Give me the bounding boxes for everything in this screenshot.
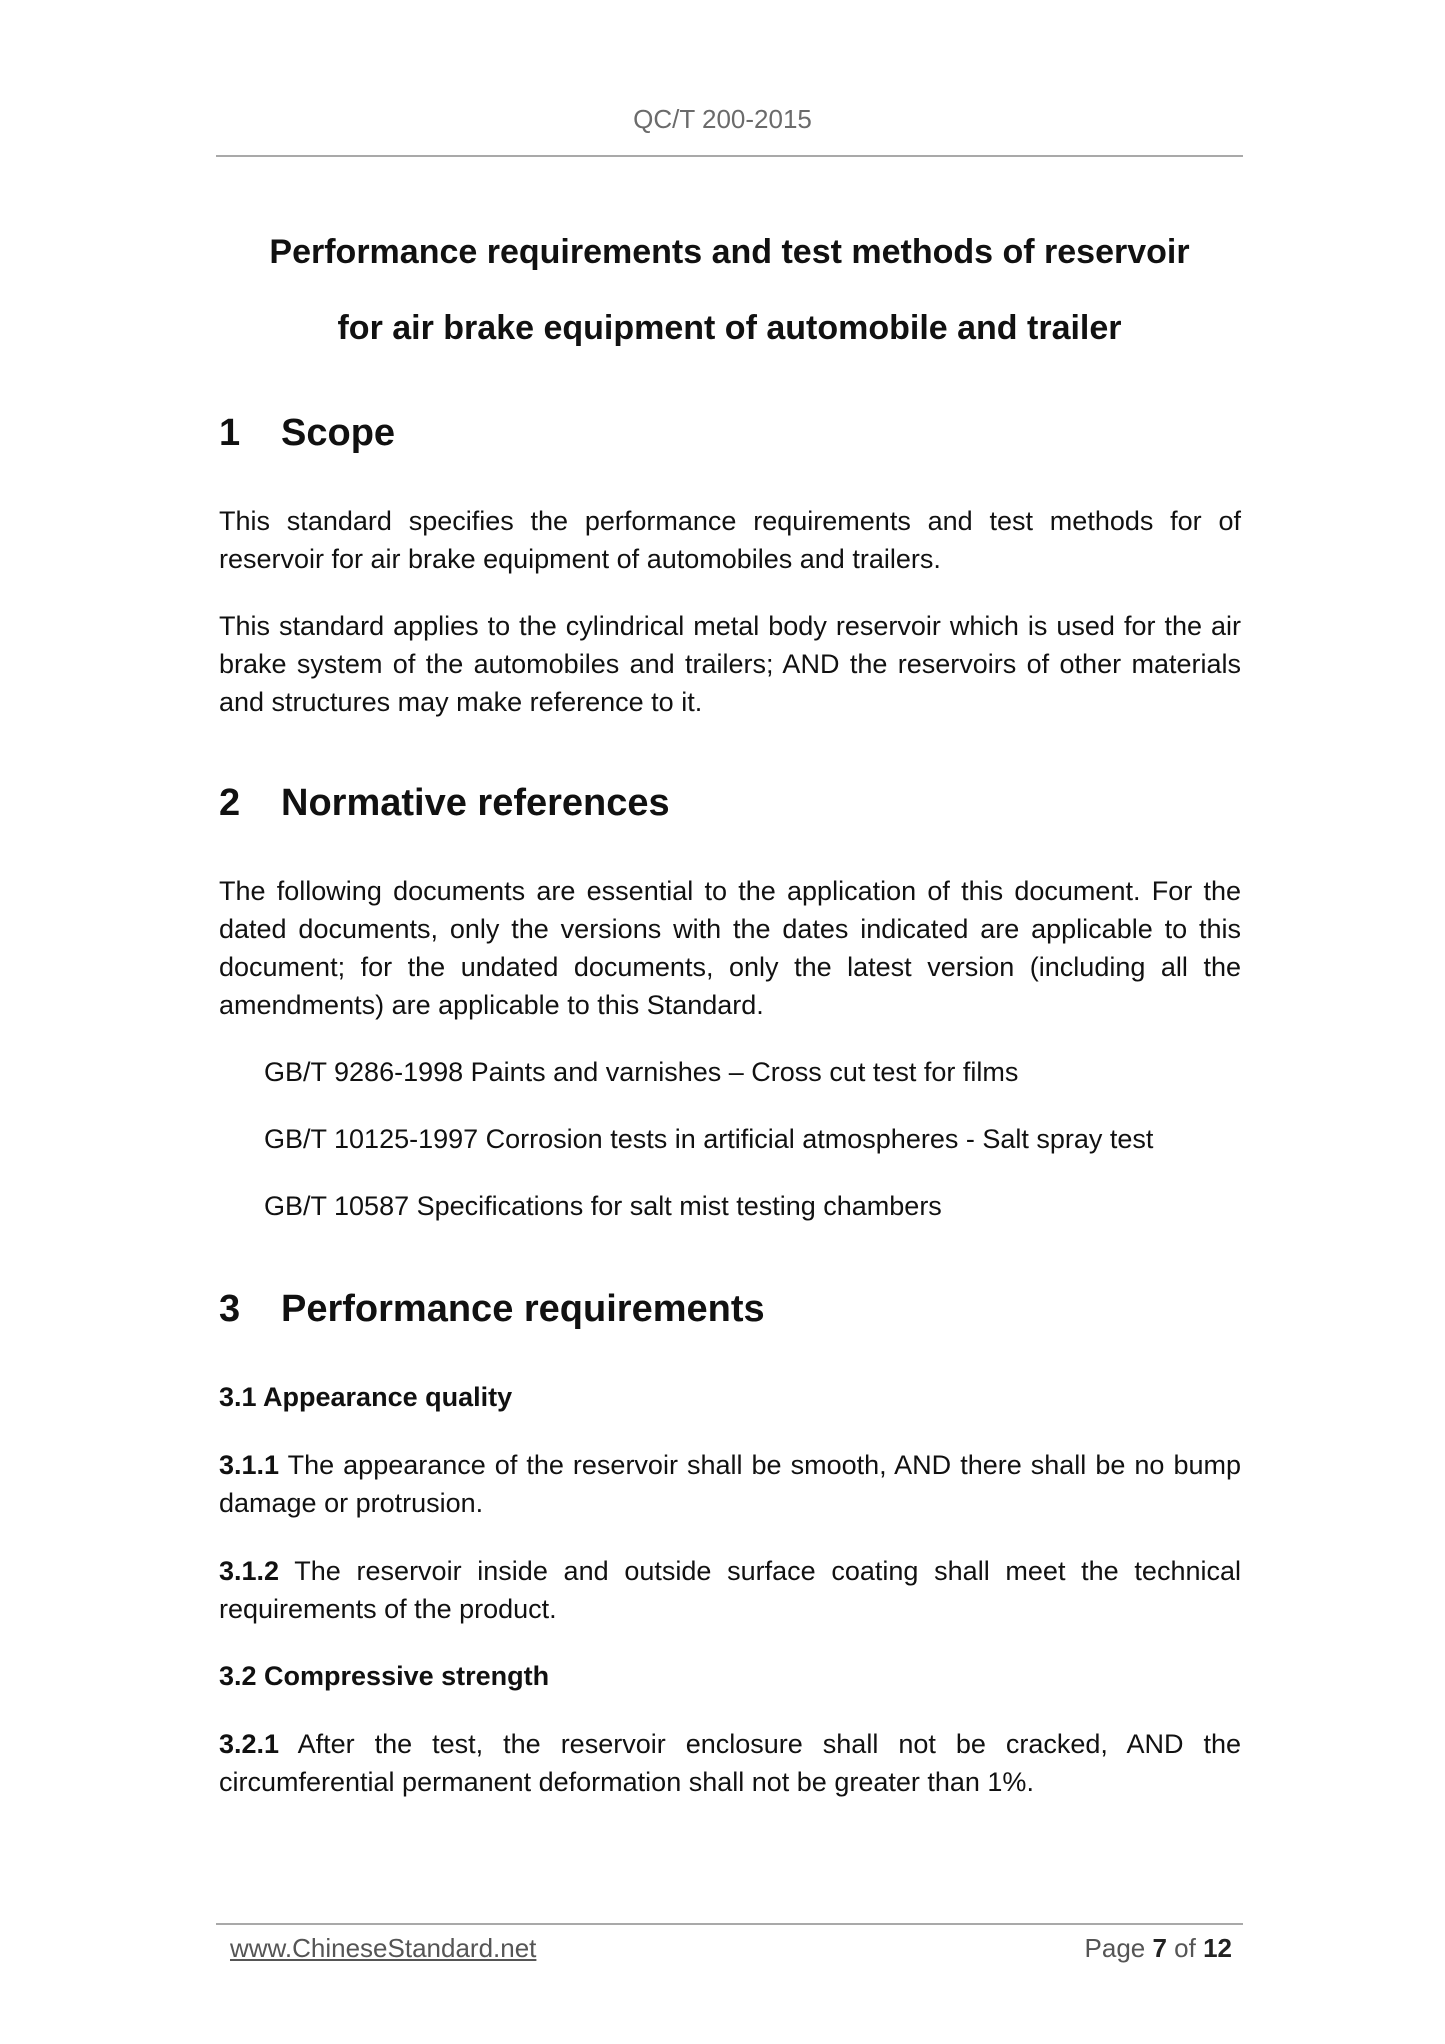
document-title-line-2: for air brake equipment of automobile and trailer — [337, 309, 1122, 347]
reference-item: GB/T 10587 Specifications for salt mist testing chambers — [264, 1191, 942, 1221]
header-divider — [216, 155, 1243, 157]
normative-paragraph: The following documents are essential to the application of this document. For the dated documents, only the versions with the dates indicated are applicable to this document; for the undated documents, only the latest version (including all the amendments) are applicable to this Standard. — [219, 876, 1241, 1020]
section-heading-scope — [219, 410, 395, 456]
clause-text: The appearance of the reservoir shall be smooth, AND there shall be no bump damage or protrusion. — [219, 1450, 1241, 1518]
page-prefix: Page — [1084, 1933, 1153, 1963]
footer-website-link[interactable]: www.ChineseStandard.net — [230, 1933, 537, 1963]
page-total: 12 — [1203, 1933, 1232, 1963]
clause-text: After the test, the reservoir enclosure shall not be cracked, AND the circumferential permanent deformation shall not be greater than 1%. — [219, 1729, 1241, 1797]
clause-number: 3.1.2 — [219, 1556, 280, 1586]
section-title: Normative references — [281, 782, 670, 824]
footer-divider — [216, 1923, 1243, 1925]
reference-item: GB/T 10125-1997 Corrosion tests in artificial atmospheres - Salt spray test — [264, 1124, 1154, 1154]
reference-item: GB/T 9286-1998 Paints and varnishes – Cross cut test for films — [264, 1057, 1019, 1087]
clause-number: 3.1.1 — [219, 1450, 280, 1480]
scope-paragraph-2: This standard applies to the cylindrical metal body reservoir which is used for the air brake system of the automobiles and trailers; AND the reservoirs of other materials and structures may make reference to it. — [219, 611, 1241, 717]
subsection-heading-appearance-quality: 3.1 Appearance quality — [219, 1382, 513, 1412]
section-number: 3 — [219, 1288, 241, 1330]
document-title-line-1: Performance requirements and test methods of reservoir — [269, 233, 1190, 271]
document-code-header: QC/T 200-2015 — [633, 104, 812, 134]
section-heading-normative-references — [219, 780, 670, 826]
scope-paragraph-1: This standard specifies the performance requirements and test methods for of reservoir for air brake equipment of automobiles and trailers. — [219, 506, 1241, 574]
clause-number: 3.2.1 — [219, 1729, 280, 1759]
clause-3-1-2 — [219, 1552, 1241, 1628]
clause-3-1-1 — [219, 1446, 1241, 1522]
section-number: 1 — [219, 412, 241, 454]
document-title — [216, 214, 1243, 366]
section-heading-performance-requirements — [219, 1286, 765, 1332]
section-number: 2 — [219, 782, 241, 824]
section-title: Performance requirements — [281, 1288, 765, 1330]
page-current: 7 — [1152, 1933, 1167, 1963]
section-title: Scope — [281, 412, 396, 454]
subsection-heading-compressive-strength: 3.2 Compressive strength — [219, 1661, 550, 1691]
clause-3-2-1 — [219, 1725, 1241, 1801]
clause-text: The reservoir inside and outside surface coating shall meet the technical requirements of the product. — [219, 1556, 1241, 1624]
page-of: of — [1166, 1933, 1204, 1963]
page-number — [1085, 1933, 1232, 1964]
